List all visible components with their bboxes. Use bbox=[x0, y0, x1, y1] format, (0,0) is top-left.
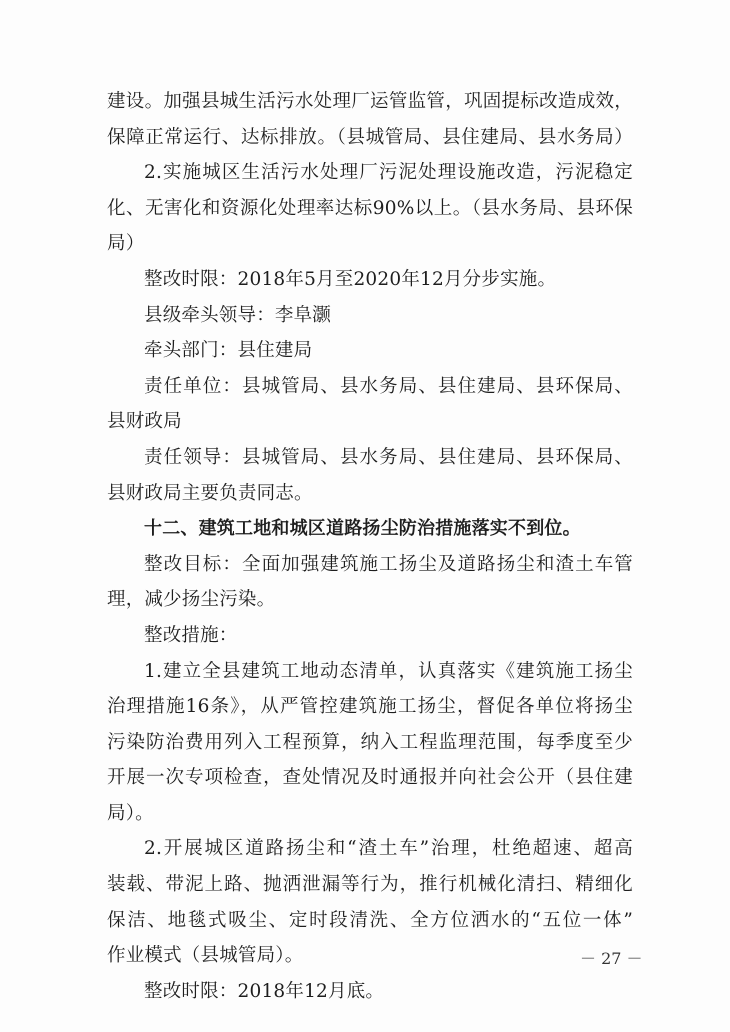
text-line: 2.实施城区生活污水处理厂污泥处理设施改造，污泥稳定 bbox=[144, 162, 633, 184]
text-line: 理，减少扬尘污染。 bbox=[107, 589, 276, 611]
text-line: 2.开展城区道路扬尘和“渣土车”治理，杜绝超速、超高 bbox=[144, 838, 633, 860]
text-line: 保洁、地毯式吸尘、定时段清洗、全方位洒水的“五位一体” bbox=[107, 909, 633, 931]
text-line: 整改时限：2018年5月至2020年12月分步实施。 bbox=[144, 268, 557, 290]
text-line: 整改时限：2018年12月底。 bbox=[144, 980, 385, 1002]
text-line: 整改目标：全面加强建筑施工扬尘及道路扬尘和渣土车管 bbox=[144, 553, 633, 575]
text-line: 开展一次专项检查，查处情况及时通报并向社会公开（县住建 bbox=[107, 767, 633, 789]
text-line: 责任单位：县城管局、县水务局、县住建局、县环保局、 bbox=[144, 375, 633, 397]
text-line: 保障正常运行、达标排放。（县城管局、县住建局、县水务局） bbox=[107, 126, 633, 148]
text-line: 化、无害化和资源化处理率达标90%以上。（县水务局、县环保 bbox=[107, 197, 633, 219]
text-line: 局） bbox=[107, 233, 145, 255]
text-line: 县财政局 bbox=[107, 411, 182, 433]
text-line: 作业模式（县城管局）。 bbox=[107, 945, 304, 967]
page-number: － 27 － bbox=[580, 949, 643, 968]
text-line: 县级牵头领导：李阜灏 bbox=[144, 304, 332, 326]
text-line: 牵头部门：县住建局 bbox=[144, 340, 313, 362]
text-line: 县财政局主要负责同志。 bbox=[107, 482, 313, 504]
text-line: 责任领导：县城管局、县水务局、县住建局、县环保局、 bbox=[144, 446, 633, 468]
section-heading: 十二、建筑工地和城区道路扬尘防治措施落实不到位。 bbox=[144, 518, 581, 540]
text-line: 装载、带泥上路、抛洒泄漏等行为，推行机械化清扫、精细化 bbox=[107, 874, 633, 896]
text-line: 1.建立全县建筑工地动态清单，认真落实《建筑施工扬尘 bbox=[144, 660, 633, 682]
text-line: 污染防治费用列入工程预算，纳入工程监理范围，每季度至少 bbox=[107, 731, 633, 753]
text-line: 整改措施： bbox=[144, 624, 238, 646]
text-line: 治理措施16条》，从严管控建筑施工扬尘，督促各单位将扬尘 bbox=[107, 696, 633, 718]
document-body bbox=[107, 84, 633, 1009]
text-line: 建设。加强县城生活污水处理厂运管监管，巩固提标改造成效， bbox=[107, 91, 633, 112]
text-line: 局）。 bbox=[107, 802, 154, 824]
